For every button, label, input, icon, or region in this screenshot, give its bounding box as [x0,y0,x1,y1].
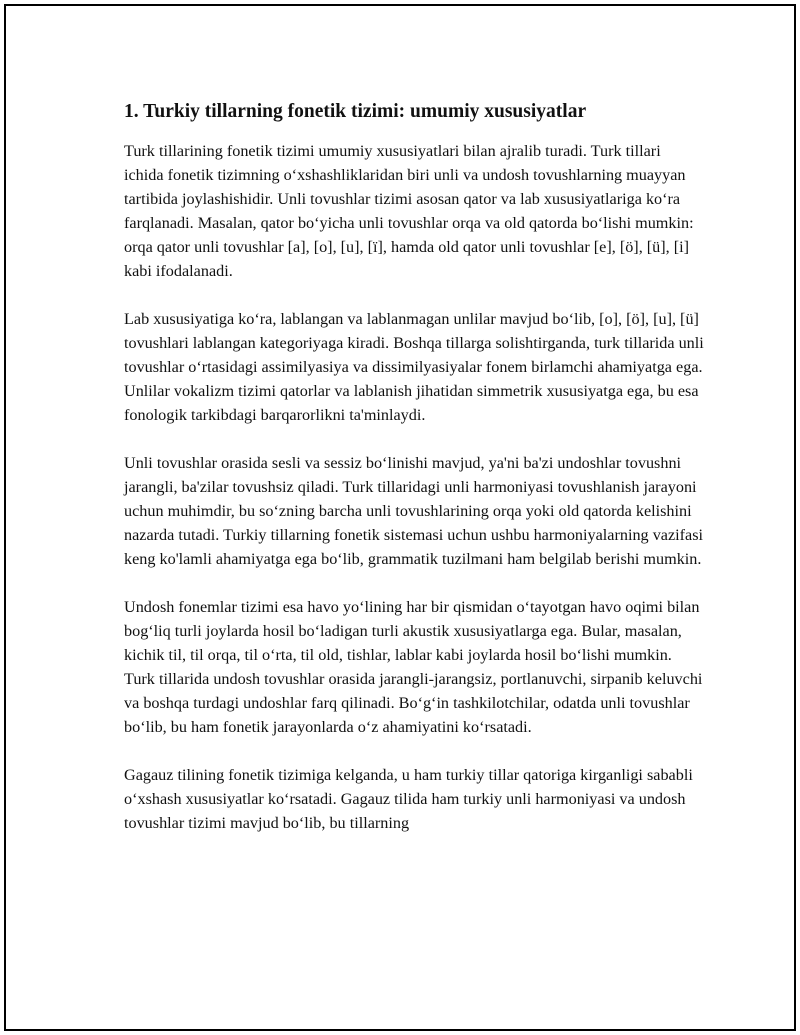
paragraph-3: Unli tovushlar orasida sesli va sessiz bo‘linishi mavjud, ya'ni ba'zi undoshlar tovushni jarangli, ba'zilar tovushsiz qiladi. Turk tillaridagi unli harmoniyasi tovushlanish jarayoni uchun muhimdir, bu so‘zning barcha unli tovushlarining orqa yoki old qatorda kelishini nazarda tutadi. Turkiy tillarning fonetik sistemasi uchun ushbu harmoniyalarning vazifasi keng ko'lamli ahamiyatga ega bo‘lib, grammatik tuzilmani ham belgilab berishi mumkin. [124,454,704,568]
document-body [124,98,704,859]
paragraph-2: Lab xususiyatiga ko‘ra, lablangan va lablanmagan unlilar mavjud bo‘lib, [o], [ö], [u], [ü] tovushlari lablangan kategoriyaga kiradi. Boshqa tillarga solishtirganda, turk tillarida unli tovushlar o‘rtasidagi assimilyasiya va dissimilyasiyalar fonem birlamchi ahamiyatga ega. Unlilar vokalizm tizimi qatorlar va lablanish jihatidan simmetrik xususiyatga ega, bu esa fonologik tarkibdagi barqarorlikni ta'minlaydi. [124,310,704,424]
paragraph-4: Undosh fonemlar tizimi esa havo yo‘lining har bir qismidan o‘tayotgan havo oqimi bilan bog‘liq turli joylarda hosil bo‘ladigan turli akustik xususiyatlarga ega. Bular, masalan, kichik til, til orqa, til o‘rta, til old, tishlar, lablar kabi joylarda hosil bo‘lishi mumkin. Turk tillarida undosh tovushlar orasida jarangli-jarangsiz, portlanuvchi, sirpanib keluvchi va boshqa turdagi undoshlar farq qilinadi. Bo‘g‘in tashkilotchilar, odatda unli tovushlar bo‘lib, bu ham fonetik jarayonlarda o‘z ahamiyatini ko‘rsatadi. [124,598,703,736]
paragraph-1: Turk tillarining fonetik tizimi umumiy xususiyatlari bilan ajralib turadi. Turk tillari ichida fonetik tizimning o‘xshashliklaridan biri unli va undosh tovushlarning muayyan tartibida joylashishidir. Unli tovushlar tizimi asosan qator va lab xususiyatlariga ko‘ra farqlanadi. Masalan, qator bo‘yicha unli tovushlar orqa va old qatorda bo‘lishi mumkin: orqa qator unli tovushlar [a], [o], [u], [ï], hamda old qator unli tovushlar [e], [ö], [ü], [i] kabi ifodalanadi. [124,142,694,280]
section-heading: 1. Turkiy tillarning fonetik tizimi: umumiy xususiyatlar [124,101,587,122]
page-frame [4,4,796,1031]
paragraph-5: Gagauz tilining fonetik tizimiga kelganda, u ham turkiy tillar qatoriga kirganligi sababli o‘xshash xususiyatlar ko‘rsatadi. Gagauz tilida ham turkiy unli harmoniyasi va undosh tovushlar tizimi mavjud bo‘lib, bu tillarning [124,766,693,832]
